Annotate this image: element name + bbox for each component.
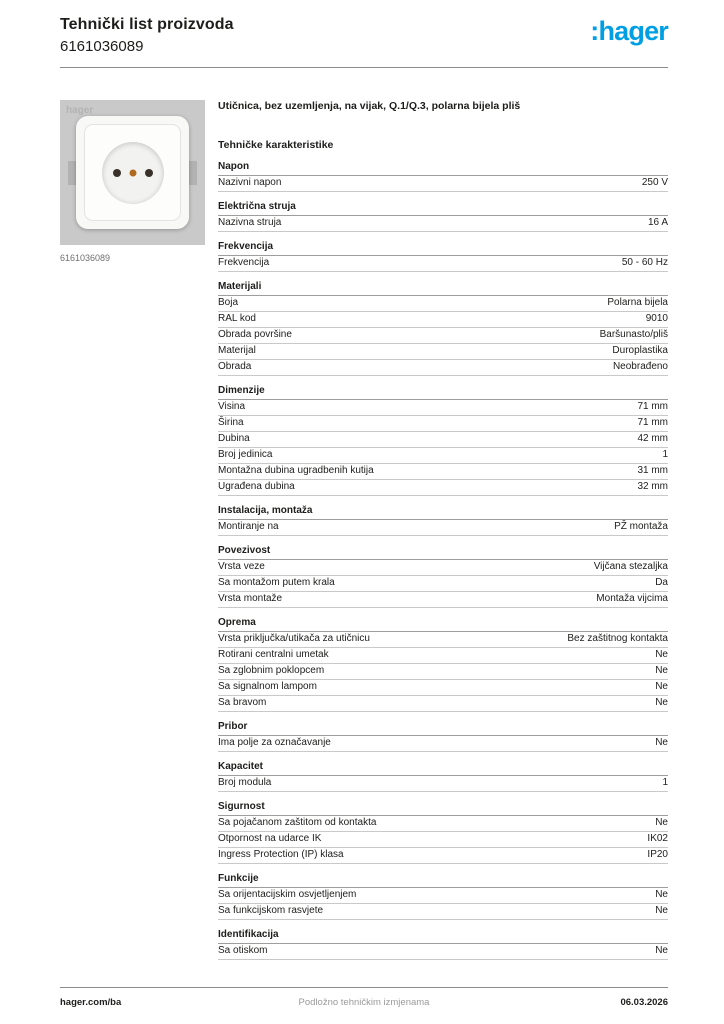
spec-row xyxy=(218,888,668,904)
spec-row xyxy=(218,432,668,448)
spec-label: Obrada površine xyxy=(218,329,292,340)
spec-label: Broj jedinica xyxy=(218,449,273,460)
spec-value: 71 mm xyxy=(637,401,668,412)
spec-value: Duroplastika xyxy=(612,345,668,356)
spec-row xyxy=(218,360,668,376)
spec-value: Ne xyxy=(655,905,668,916)
spec-value: 16 A xyxy=(647,217,668,228)
spec-section xyxy=(218,280,668,376)
spec-value: Ne xyxy=(655,697,668,708)
spec-row xyxy=(218,464,668,480)
spec-row xyxy=(218,256,668,272)
header xyxy=(0,0,724,67)
spec-label: Vrsta montaže xyxy=(218,593,283,604)
spec-label: Ingress Protection (IP) klasa xyxy=(218,849,344,860)
spec-label: Sa zglobnim poklopcem xyxy=(218,665,325,676)
spec-label: Obrada xyxy=(218,361,252,372)
spec-row xyxy=(218,416,668,432)
spec-label: Sa pojačanom zaštitom od kontakta xyxy=(218,817,377,828)
spec-value: Baršunasto/pliš xyxy=(599,329,668,340)
specs-column xyxy=(218,100,668,960)
spec-section xyxy=(218,616,668,712)
spec-section-title: Dimenzije xyxy=(218,384,668,400)
spec-row xyxy=(218,328,668,344)
spec-value: 42 mm xyxy=(637,433,668,444)
spec-label: Rotirani centralni umetak xyxy=(218,649,329,660)
spec-row xyxy=(218,696,668,712)
product-number: 6161036089 xyxy=(60,38,144,55)
spec-section xyxy=(218,928,668,960)
spec-section xyxy=(218,160,668,192)
spec-value: 1 xyxy=(662,449,668,460)
spec-value: IK02 xyxy=(647,833,668,844)
spec-row xyxy=(218,312,668,328)
spec-value: 1 xyxy=(662,777,668,788)
socket-hole-right xyxy=(145,169,153,177)
spec-label: Nazivni napon xyxy=(218,177,282,188)
spec-section-title: Oprema xyxy=(218,616,668,632)
spec-value: Neobrađeno xyxy=(612,361,668,372)
spec-value: Ne xyxy=(655,945,668,956)
spec-row xyxy=(218,904,668,920)
socket-hole-left xyxy=(113,169,121,177)
footer-note: Podložno tehničkim izmjenama xyxy=(298,997,430,1008)
footer-website-link[interactable]: hager.com/ba xyxy=(60,997,122,1008)
spec-value: Ne xyxy=(655,649,668,660)
hager-logo: :hager xyxy=(590,16,668,46)
spec-section-title: Napon xyxy=(218,160,668,176)
spec-section xyxy=(218,384,668,496)
spec-row xyxy=(218,680,668,696)
spec-section xyxy=(218,504,668,536)
spec-value: Polarna bijela xyxy=(607,297,668,308)
spec-value: Ne xyxy=(655,889,668,900)
footer-row xyxy=(60,997,668,1008)
spec-value: 50 - 60 Hz xyxy=(621,257,668,268)
spec-row xyxy=(218,216,668,232)
spec-label: Dubina xyxy=(218,433,250,444)
spec-row xyxy=(218,648,668,664)
spec-value: IP20 xyxy=(647,849,668,860)
socket-plate-inner xyxy=(84,124,181,221)
spec-row xyxy=(218,560,668,576)
spec-label: Montažna dubina ugradbenih kutija xyxy=(218,465,374,476)
spec-label: Visina xyxy=(218,401,246,412)
spec-label: Frekvencija xyxy=(218,257,270,268)
spec-value: 250 V xyxy=(641,177,668,188)
image-caption: 6161036089 xyxy=(60,253,111,263)
spec-row xyxy=(218,296,668,312)
spec-row xyxy=(218,848,668,864)
spec-row xyxy=(218,816,668,832)
spec-section-title: Sigurnost xyxy=(218,800,668,816)
spec-label: Otpornost na udarce IK xyxy=(218,833,322,844)
spec-label: Sa otiskom xyxy=(218,945,268,956)
spec-section-title: Električna struja xyxy=(218,200,668,216)
spec-row xyxy=(218,776,668,792)
spec-label: Broj modula xyxy=(218,777,272,788)
spec-value: Da xyxy=(655,577,668,588)
spec-value: Bez zaštitnog kontakta xyxy=(567,633,668,644)
spec-value: Ne xyxy=(655,681,668,692)
mounting-claw-right xyxy=(188,161,197,185)
page-title: Tehnički list proizvoda xyxy=(60,16,234,33)
header-titles xyxy=(60,16,234,55)
spec-label: Materijal xyxy=(218,345,256,356)
spec-section xyxy=(218,200,668,232)
spec-row xyxy=(218,576,668,592)
specs-title: Tehničke karakteristike xyxy=(218,139,334,151)
spec-label: Širina xyxy=(218,417,244,428)
socket-center-screw xyxy=(129,169,136,176)
spec-row xyxy=(218,664,668,680)
spec-row xyxy=(218,344,668,360)
spec-label: Sa funkcijskom rasvjete xyxy=(218,905,324,916)
spec-section xyxy=(218,800,668,864)
spec-value: PŽ montaža xyxy=(614,521,668,532)
spec-section-title: Identifikacija xyxy=(218,928,668,944)
spec-section-title: Funkcije xyxy=(218,872,668,888)
socket-plate xyxy=(76,116,189,229)
image-watermark: hager xyxy=(66,105,94,116)
spec-value: Ne xyxy=(655,817,668,828)
spec-label: Sa bravom xyxy=(218,697,267,708)
spec-section-title: Materijali xyxy=(218,280,668,296)
spec-row xyxy=(218,400,668,416)
spec-row xyxy=(218,480,668,496)
spec-value: Ne xyxy=(655,665,668,676)
spec-label: Vrsta priključka/utikača za utičnicu xyxy=(218,633,370,644)
spec-label: Boja xyxy=(218,297,239,308)
spec-row xyxy=(218,520,668,536)
spec-row xyxy=(218,736,668,752)
spec-value: 31 mm xyxy=(637,465,668,476)
spec-label: Nazivna struja xyxy=(218,217,282,228)
spec-section-title: Pribor xyxy=(218,720,668,736)
spec-label: Vrsta veze xyxy=(218,561,265,572)
spec-row xyxy=(218,832,668,848)
socket-recess xyxy=(102,142,164,204)
spec-label: Ima polje za označavanje xyxy=(218,737,331,748)
spec-label: Sa montažom putem krala xyxy=(218,577,335,588)
product-description: Utičnica, bez uzemljenja, na vijak, Q.1/Q.3, polarna bijela pliš xyxy=(218,100,521,112)
spec-label: Sa signalnom lampom xyxy=(218,681,317,692)
spec-label: Ugrađena dubina xyxy=(218,481,295,492)
spec-value: Vijčana stezaljka xyxy=(593,561,668,572)
spec-section xyxy=(218,760,668,792)
spec-label: Sa orijentacijskim osvjetljenjem xyxy=(218,889,357,900)
spec-value: 71 mm xyxy=(637,417,668,428)
spec-value: Montaža vijcima xyxy=(596,593,668,604)
spec-section-title: Povezivost xyxy=(218,544,668,560)
spec-label: RAL kod xyxy=(218,313,256,324)
product-image-column xyxy=(60,100,205,960)
spec-label: Montiranje na xyxy=(218,521,279,532)
product-image xyxy=(60,100,205,245)
spec-row xyxy=(218,592,668,608)
spec-value: 9010 xyxy=(645,313,668,324)
spec-section xyxy=(218,544,668,608)
spec-section-title: Instalacija, montaža xyxy=(218,504,668,520)
spec-row xyxy=(218,632,668,648)
spec-sections xyxy=(218,160,668,960)
footer-divider xyxy=(60,987,668,988)
spec-section xyxy=(218,872,668,920)
spec-value: 32 mm xyxy=(637,481,668,492)
spec-row xyxy=(218,944,668,960)
footer xyxy=(60,987,668,1008)
spec-section-title: Kapacitet xyxy=(218,760,668,776)
spec-value: Ne xyxy=(655,737,668,748)
spec-section xyxy=(218,240,668,272)
spec-row xyxy=(218,448,668,464)
spec-section xyxy=(218,720,668,752)
footer-date: 06.03.2026 xyxy=(620,997,668,1008)
main-content xyxy=(0,68,724,960)
spec-row xyxy=(218,176,668,192)
spec-section-title: Frekvencija xyxy=(218,240,668,256)
